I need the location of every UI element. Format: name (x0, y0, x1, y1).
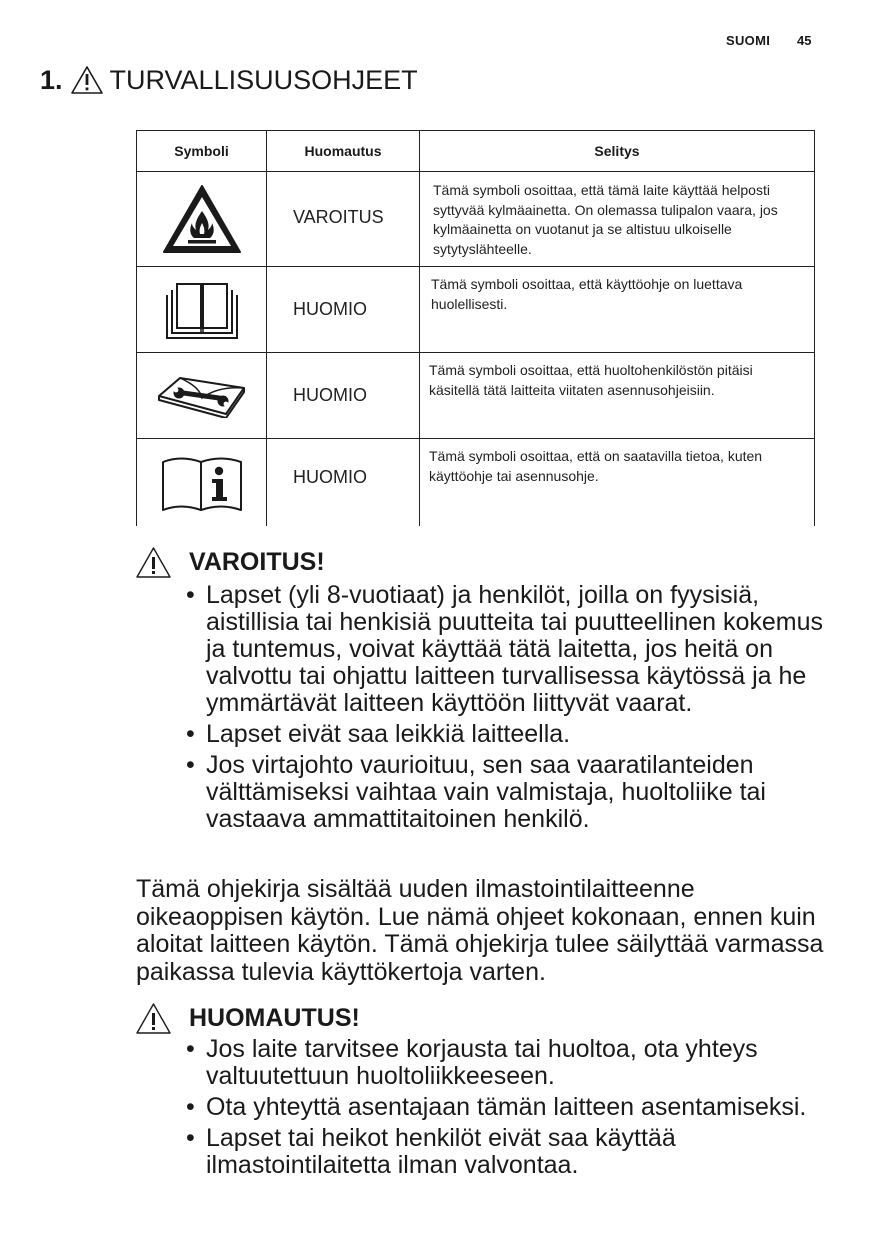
description-text: Tämä symboli osoittaa, että tämä laite käyttää helposti syttyvää kylmäainetta. On olemassa tulipalon vaara, jos kylmäainetta on vuotanut ja se altistuu ulkoiselle sytytyslähteelle. (433, 182, 778, 257)
description-text: Tämä symboli osoittaa, että huoltohenkilöstön pitäisi käsitellä tätä laitteita viitaten asennusohjeisiin. (429, 362, 753, 398)
section-title-text: TURVALLISUUSOHJEET (109, 64, 418, 95)
list-item: • Jos laite tarvitsee korjausta tai huoltoa, ota yhteys valtuutettuun huoltoliikkeeseen. (186, 1036, 826, 1090)
note-label: HUOMIO (293, 467, 367, 487)
description-text: Tämä symboli osoittaa, että käyttöohje on luettava huolellisesti. (431, 276, 743, 312)
table-header-description: Selitys (420, 131, 815, 172)
service-manual-icon (156, 374, 248, 418)
table-header-note: Huomautus (267, 131, 420, 172)
note-label: HUOMIO (293, 385, 367, 405)
table-row (137, 172, 815, 267)
notice-heading (135, 1002, 360, 1035)
note-label: VAROITUS (293, 207, 384, 227)
section-title (40, 62, 418, 98)
table-header-symbol: Symboli (137, 131, 267, 172)
description-text: Tämä symboli osoittaa, että on saatavilla tietoa, kuten käyttöohje tai asennusohje. (429, 448, 763, 484)
list-item: • Ota yhteyttä asentajaan tämän laitteen asentamiseksi. (186, 1094, 826, 1121)
section-number: 1. (40, 64, 63, 95)
notice-list (186, 1036, 826, 1183)
note-label: HUOMIO (293, 299, 367, 319)
warning-list (186, 582, 826, 837)
warning-triangle-icon (70, 65, 104, 95)
flammable-warning-icon (161, 183, 243, 255)
list-item: • Lapset tai heikot henkilöt eivät saa käyttää ilmastointilaitetta ilman valvontaa. (186, 1125, 826, 1179)
table-row (137, 353, 815, 439)
list-item: • Jos virtajohto vaurioituu, sen saa vaaratilanteiden välttämiseksi vaihtaa vain valmistaja, huoltoliike tai vastaava ammattitaitoinen henkilö. (186, 752, 826, 833)
intro-paragraph: Tämä ohjekirja sisältää uuden ilmastointilaitteenne oikeaoppisen käytön. Lue nämä ohjeet kokonaan, ennen kuin aloitat laitteen käytön. Tämä ohjekirja tulee säilyttää varmassa paikassa tulevia käyttökertoja varten. (136, 875, 824, 986)
table-row (137, 267, 815, 353)
page-number: 45 (797, 33, 812, 48)
warning-label: VAROITUS! (189, 548, 325, 576)
symbols-table (136, 130, 815, 526)
warning-triangle-icon (135, 546, 172, 579)
header-language: SUOMI (726, 33, 771, 48)
notice-label: HUOMAUTUS! (189, 1004, 360, 1032)
table-row (137, 439, 815, 527)
list-item: • Lapset (yli 8-vuotiaat) ja henkilöt, joilla on fyysisiä, aistillisia tai henkisiä puutteita tai puutteellinen kokemus ja tuntemus, voivat käyttää tätä laitetta, jos heitä on valvottu tai ohjattu laitteen turvallisessa käytössä ja he ymmärtävät laitteen käyttöön liittyvät vaarat. (186, 582, 826, 717)
warning-triangle-icon (135, 1002, 172, 1035)
info-book-icon (161, 454, 243, 512)
table-header-row (137, 131, 815, 172)
warning-heading (135, 546, 325, 579)
manual-book-icon (165, 279, 239, 341)
list-item: • Lapset eivät saa leikkiä laitteella. (186, 721, 826, 748)
